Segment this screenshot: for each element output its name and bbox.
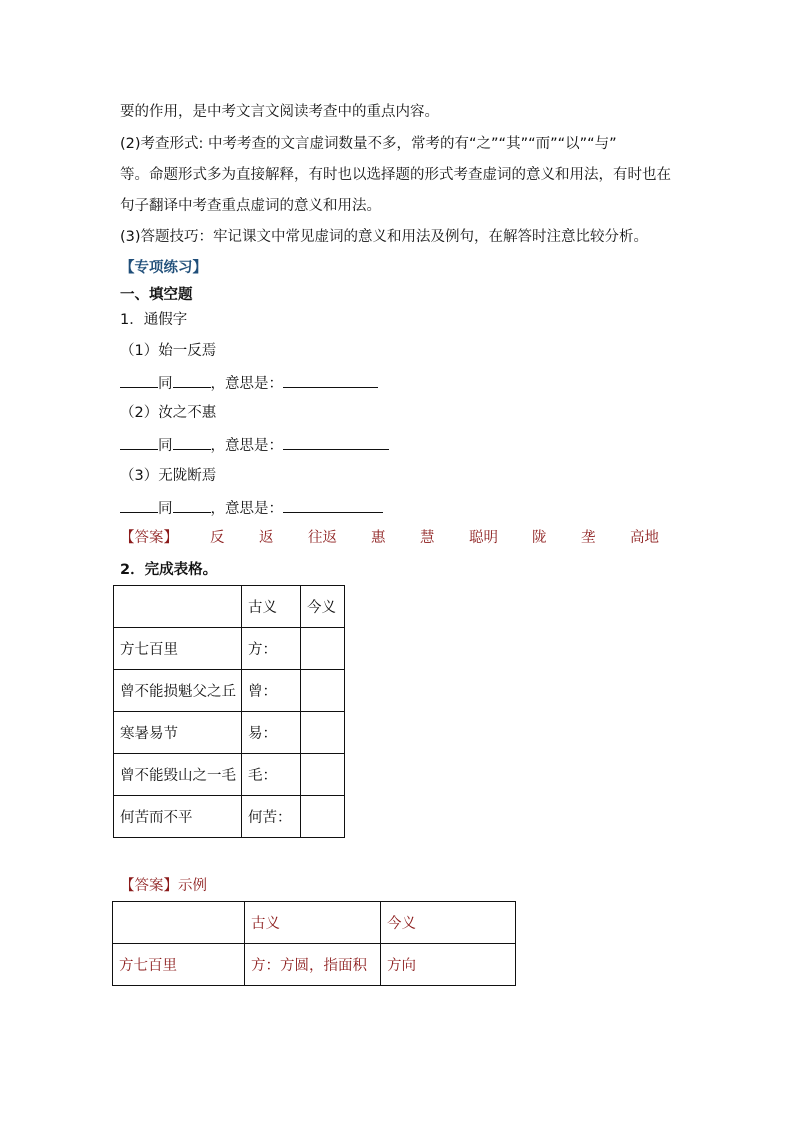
intro-line-2: (2)考查形式: 中考考查的文言虚词数量不多，常考的有“之”“其”“而”“以”“与” — [120, 136, 617, 152]
q2-title: 2．完成表格。 — [120, 562, 218, 578]
table-cell-ancient[interactable]: 何苦： — [242, 796, 301, 838]
table-cell-phrase: 方七百里 — [114, 628, 242, 670]
table-header-cell: 今义 — [381, 902, 516, 944]
question-table — [113, 585, 345, 838]
answer-2-label: 【答案】 — [120, 878, 178, 894]
blank[interactable] — [173, 372, 211, 388]
table-cell-modern[interactable] — [301, 628, 345, 670]
table-header-row — [114, 586, 345, 628]
answer-1-value: 垄 — [581, 530, 596, 546]
table-cell-phrase: 方七百里 — [113, 944, 245, 986]
intro-line-3: 等。命题形式多为直接解释，有时也以选择题的形式考查虚词的意义和用法，有时也在 — [120, 167, 671, 183]
blank[interactable] — [120, 434, 158, 450]
table-header-cell: 古义 — [242, 586, 301, 628]
table-header-cell — [114, 586, 242, 628]
q1-item-1: （1）始一反焉 — [120, 343, 217, 359]
table-cell-ancient[interactable]: 曾： — [242, 670, 301, 712]
table-cell-modern[interactable] — [301, 754, 345, 796]
same-label: 同 — [158, 501, 173, 517]
table-header-cell — [113, 902, 245, 944]
blank[interactable] — [120, 497, 158, 513]
table-header-cell: 古义 — [245, 902, 381, 944]
table-row — [114, 670, 345, 712]
q1-title: 1．通假字 — [120, 312, 188, 328]
answer-1-value: 陇 — [532, 530, 547, 546]
table-cell-phrase: 曾不能损魁父之丘 — [114, 670, 242, 712]
table-cell-ancient[interactable]: 方： — [242, 628, 301, 670]
table-cell-phrase: 何苦而不平 — [114, 796, 242, 838]
meaning-blank[interactable] — [283, 497, 383, 513]
intro-line-1: 要的作用，是中考文言文阅读考查中的重点内容。 — [120, 104, 439, 120]
table-cell-modern[interactable] — [301, 712, 345, 754]
table-header-row — [113, 902, 516, 944]
intro-line-5: (3)答题技巧：牢记课文中常见虚词的意义和用法及例句，在解答时注意比较分析。 — [120, 229, 649, 245]
table-cell-ancient[interactable]: 毛： — [242, 754, 301, 796]
meaning-label: ，意思是： — [210, 438, 283, 454]
blank[interactable] — [120, 372, 158, 388]
meaning-blank[interactable] — [283, 434, 389, 450]
table-row — [114, 754, 345, 796]
table-row — [114, 712, 345, 754]
table-row — [113, 944, 516, 986]
meaning-label: ，意思是： — [210, 501, 283, 517]
answer-1-label: 【答案】 — [120, 530, 178, 546]
table-header-cell: 今义 — [301, 586, 345, 628]
answer-1-value: 反 — [210, 530, 225, 546]
meaning-label: ，意思是： — [210, 376, 283, 392]
table-cell-modern[interactable] — [301, 670, 345, 712]
answer-1-value: 高地 — [630, 530, 659, 546]
table-cell-phrase: 寒暑易节 — [114, 712, 242, 754]
answer-2-suffix: 示例 — [178, 878, 207, 894]
part-title: 一、填空题 — [120, 287, 193, 303]
answer-1-value: 往返 — [308, 530, 337, 546]
intro-line-4: 句子翻译中考查重点虚词的意义和用法。 — [120, 198, 381, 214]
q1-fill-line-1 — [120, 372, 378, 394]
table-row — [114, 796, 345, 838]
q1-fill-line-2 — [120, 434, 389, 456]
same-label: 同 — [158, 438, 173, 454]
table-cell-modern: 方向 — [381, 944, 516, 986]
q1-fill-line-3 — [120, 497, 383, 519]
answer-1-value: 聪明 — [469, 530, 498, 546]
meaning-blank[interactable] — [283, 372, 378, 388]
table-cell-ancient: 方：方圆，指面积 — [245, 944, 381, 986]
section-title: 【专项练习】 — [120, 260, 207, 276]
blank[interactable] — [173, 434, 211, 450]
answer-table — [112, 901, 516, 986]
answer-1-value: 慧 — [420, 530, 435, 546]
table-cell-phrase: 曾不能毁山之一毛 — [114, 754, 242, 796]
q1-item-3: （3）无陇断焉 — [120, 468, 217, 484]
same-label: 同 — [158, 376, 173, 392]
answer-2-heading — [120, 876, 207, 896]
blank[interactable] — [173, 497, 211, 513]
table-row — [114, 628, 345, 670]
answer-1-value: 返 — [259, 530, 274, 546]
answer-1-value: 惠 — [371, 530, 386, 546]
table-cell-ancient[interactable]: 易： — [242, 712, 301, 754]
q1-item-2: （2）汝之不惠 — [120, 405, 217, 421]
table-cell-modern[interactable] — [301, 796, 345, 838]
